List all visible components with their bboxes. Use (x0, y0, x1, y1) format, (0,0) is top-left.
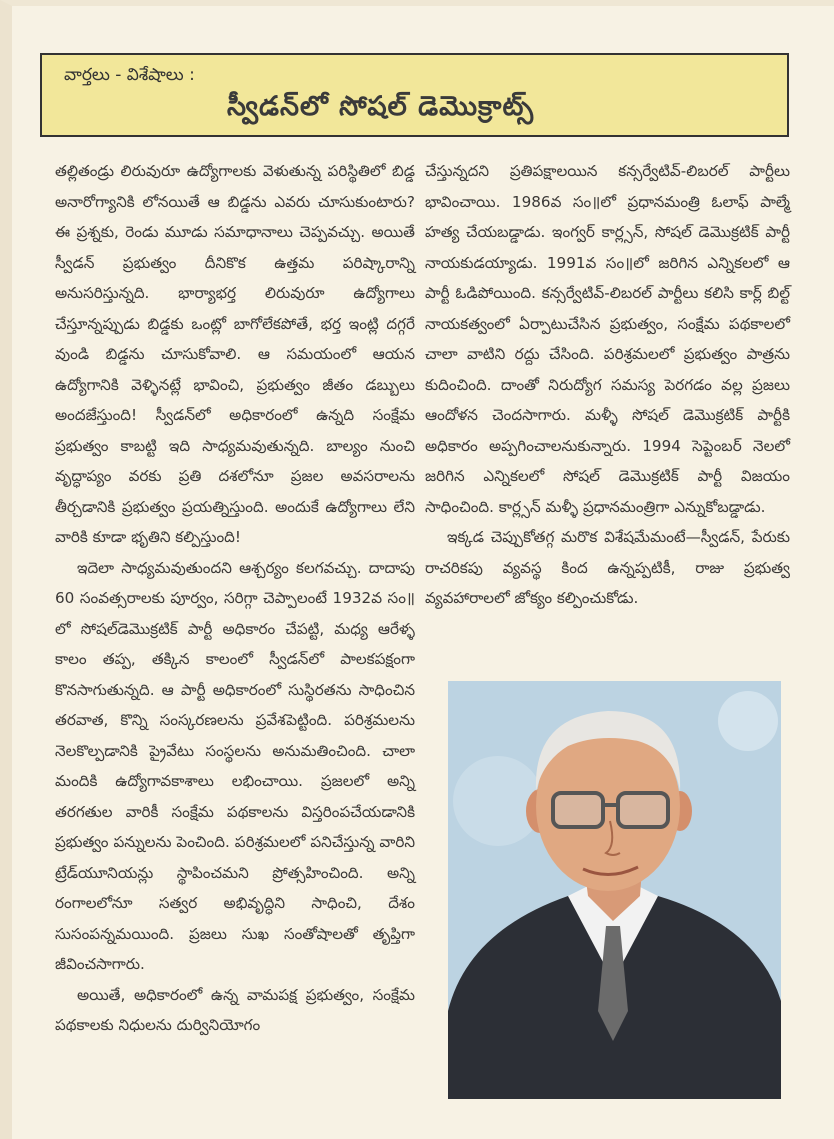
left-column (55, 156, 415, 1041)
portrait-illustration (448, 681, 781, 1099)
portrait-drawing (448, 681, 781, 1099)
left-paragraph-2: ఇదెలా సాధ్యమవుతుందని ఆశ్చర్యం కలగవచ్చు. దాదాపు 60 సంవత్సరాలకు పూర్వం, సరిగ్గా చెప్పాలంటే 1932వ సం॥లో సోషల్‌డెమొక్రటిక్ పార్టీ అధికారం చేపట్టి, మధ్య ఆరేళ్ళ కాలం తప్ప, తక్కిన కాలంలో స్వీడన్‌లో పాలకపక్షంగా కొనసాగుతున్నది. ఆ పార్టీ అధికారంలో సుస్థిరతను సాధించిన తరవాత, కొన్ని సంస్కరణలను ప్రవేశపెట్టింది. పరిశ్రమలను నెలకొల్పడానికి ప్రైవేటు సంస్థలను అనుమతించింది. చాలా మందికి ఉద్యోగావకాశాలు లభించాయి. ప్రజలలో అన్ని తరగతుల వారికీ సంక్షేమ పథకాలను విస్తరింపచేయడానికి ప్రభుత్వం పన్నులను పెంచింది. పరిశ్రమలలో పనిచేస్తున్న వారిని ట్రేడ్‌యూనియన్లు స్థాపించమని ప్రోత్సహించింది. అన్ని రంగాలలోనూ సత్వర అభివృద్ధిని సాధించి, దేశం సుసంపన్నమయింది. ప్రజలు సుఖ సంతోషాలతో తృప్తిగా జీవించసాగారు. (55, 558, 415, 973)
left-paragraph-3: అయితే, అధికారంలో ఉన్న వామపక్ష ప్రభుత్వం, సంక్షేమ పథకాలకు నిధులను దుర్వినియోగం (55, 985, 415, 1034)
right-paragraph-2: ఇక్కడ చెప్పుకోతగ్గ మరొక విశేషమేమంటే—స్వీడన్, పేరుకు రాచరికపు వ్యవస్థ కింద ఉన్నప్పటికీ, రాజు ప్రభుత్వ వ్యవహారాలలో జోక్యం కల్పించుకోడు. (425, 528, 790, 607)
article-title: స్వీడన్‌లో సోషల్ డెమొక్రాట్స్ (227, 91, 535, 122)
section-label: వార్తలు - విశేషాలు : (64, 65, 195, 85)
right-paragraph-1: చేస్తున్నదని ప్రతిపక్షాలయిన కన్సర్వేటివ్-లిబరల్ పార్టీలు భావించాయి. 1986వ సం॥లో ప్రధానమంత్రి ఓలాఫ్ పాల్మే హత్య చేయబడ్డాడు. ఇంగ్వర్ కార్ల్సన్, సోషల్ డెమొక్రటిక్ పార్టీ నాయకుడయ్యాడు. 1991వ సం॥లో జరిగిన ఎన్నికలలో ఆ పార్టీ ఓడిపోయింది. కన్సర్వేటివ్-లిబరల్ పార్టీలు కలిసి కార్ల్ బిల్ట్ నాయకత్వంలో ఏర్పాటుచేసిన ప్రభుత్వం, సంక్షేమ పథకాలలో చాలా వాటిని రద్దు చేసింది. పరిశ్రమలలో ప్రభుత్వం పాత్రను కుదించింది. దాంతో నిరుద్యోగ సమస్య పెరగడం వల్ల ప్రజలు ఆందోళన చెందసాగారు. మళ్ళీ సోషల్ డెమొక్రటిక్ పార్టీకి అధికారం అప్పగించాలనుకున్నారు. 1994 సెప్టెంబర్ నెలలో జరిగిన ఎన్నికలలో సోషల్ డెమొక్రటిక్ పార్టీ విజయం సాధించింది. కార్ల్సన్ మళ్ళీ ప్రధానమంత్రిగా ఎన్నుకోబడ్డాడు. (425, 162, 790, 516)
article-header-box (40, 53, 789, 137)
right-column (425, 156, 790, 614)
left-paragraph-1: తల్లితండ్రు లిరువురూ ఉద్యోగాలకు వెళుతున్న పరిస్థితిలో బిడ్డ అనారోగ్యానికి లోనయితే ఆ బిడ్డను ఎవరు చూసుకుంటారు? ఈ ప్రశ్నకు, రెండు మూడు సమాధానాలు చెప్పవచ్చు. అయితే స్వీడన్ ప్రభుత్వం దీనికొక ఉత్తమ పరిష్కారాన్ని అనుసరిస్తున్నది. భార్యాభర్త లిరువురూ ఉద్యోగాలు చేస్తూన్నప్పుడు బిడ్డకు ఒంట్లో బాగోలేకపోతే, భర్త ఇంట్లి దగ్గరే వుండి బిడ్డను చూసుకోవాలి. ఆ సమయంలో ఆయన ఉద్యోగానికి వెళ్ళినట్లే భావించి, ప్రభుత్వం జీతం డబ్బులు అందజేస్తుంది! స్వీడన్‌లో అధికారంలో ఉన్నది సంక్షేమ ప్రభుత్వం కాబట్టి ఇది సాధ్యమవుతున్నది. బాల్యం నుంచి వృద్ధాప్యం వరకు ప్రతి దశలోనూ ప్రజల అవసరాలను తీర్చడానికి ప్రభుత్వం ప్రయత్నిస్తుంది. అందుకే ఉద్యోగాలు లేని వారికి కూడా భృతిని కల్పిస్తుంది! (55, 162, 415, 546)
